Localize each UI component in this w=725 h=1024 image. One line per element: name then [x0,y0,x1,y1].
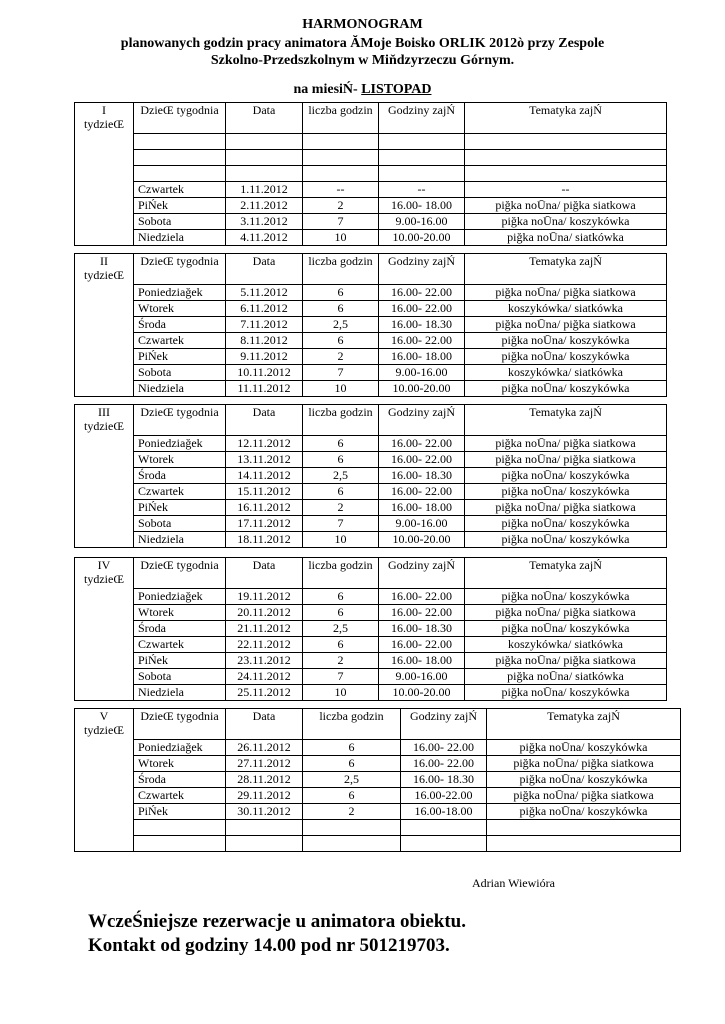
cell-date: 30.11.2012 [226,804,303,820]
document-subtitle-line-2: Szkolno-Przedszkolnym w Miňdzyrzeczu Górnym. [210,53,515,68]
table-row [75,637,667,653]
cell-hours: 16.00- 22.00 [379,589,465,605]
cell-hours: 9.00-16.00 [379,214,465,230]
cell-hours-count: 6 [303,740,401,756]
table-row [75,484,667,500]
cell-hours-count: 2,5 [303,468,379,484]
document-subtitle-line-1: planowanych godzin pracy animatora ĂMoje Boisko ORLIK 2012ò przy Zespole [120,36,605,51]
cell-day: Środa [134,468,226,484]
cell-day: Sobota [134,516,226,532]
cell-hours: 16.00- 22.00 [379,301,465,317]
cell-hours-count [303,134,379,150]
column-header-hours: Godziny zajŃ [379,405,465,436]
cell-topic: piğka noŪna/ koszykówka [465,532,667,548]
cell-date: 20.11.2012 [226,605,303,621]
cell-date: 12.11.2012 [226,436,303,452]
column-header-hours-count: liczba godzin [303,103,379,134]
table-row [75,317,667,333]
week-table [74,253,667,397]
cell-day: Poniedziağek [134,436,226,452]
week-header-row [75,103,667,134]
cell-day: Sobota [134,669,226,685]
cell-hours-count: 6 [303,285,379,301]
cell-hours: 10.00-20.00 [379,230,465,246]
cell-day: Wtorek [134,301,226,317]
cell-date: 17.11.2012 [226,516,303,532]
column-header-topic: Tematyka zajŃ [465,558,667,589]
cell-hours [379,166,465,182]
cell-date: 9.11.2012 [226,349,303,365]
cell-hours-count: 2,5 [303,317,379,333]
cell-date: 25.11.2012 [226,685,303,701]
column-header-date: Data [226,709,303,740]
cell-hours: 16.00-18.00 [401,804,487,820]
cell-day: Niedziela [134,230,226,246]
column-header-topic: Tematyka zajŃ [465,405,667,436]
cell-hours-count: 7 [303,214,379,230]
cell-date: 16.11.2012 [226,500,303,516]
cell-day [134,150,226,166]
cell-date: 11.11.2012 [226,381,303,397]
table-row [75,150,667,166]
column-header-day: DzieŒ tygodnia [134,103,226,134]
cell-topic: piğka noŪna/ piğka siatkowa [465,285,667,301]
cell-day: PiŃek [134,500,226,516]
cell-day: Poniedziağek [134,589,226,605]
cell-day: Niedziela [134,532,226,548]
cell-hours: 16.00- 18.30 [379,468,465,484]
table-row [75,365,667,381]
table-row [75,836,681,852]
cell-date: 15.11.2012 [226,484,303,500]
cell-day: Czwartek [134,182,226,198]
cell-hours-count: 10 [303,381,379,397]
cell-day [134,836,226,852]
cell-hours: 10.00-20.00 [379,381,465,397]
cell-date: 10.11.2012 [226,365,303,381]
cell-day: Środa [134,772,226,788]
cell-topic: piğka noŪna/ koszykówka [465,333,667,349]
table-row [75,605,667,621]
table-row [75,756,681,772]
cell-hours: 9.00-16.00 [379,516,465,532]
cell-date: 22.11.2012 [226,637,303,653]
cell-day: Niedziela [134,381,226,397]
column-header-hours-count: liczba godzin [303,709,401,740]
column-header-date: Data [226,254,303,285]
week-label [75,103,134,246]
week-word: tydzieŒ [84,268,124,282]
cell-day: Wtorek [134,605,226,621]
week-number: I [102,103,106,117]
table-row [75,772,681,788]
cell-hours-count: 2,5 [303,772,401,788]
cell-topic: piğka noŪna/ siatkówka [465,230,667,246]
cell-hours-count: 7 [303,516,379,532]
cell-hours: 16.00- 18.00 [379,500,465,516]
cell-hours: 16.00- 18.30 [401,772,487,788]
cell-date: 6.11.2012 [226,301,303,317]
cell-hours-count: 7 [303,669,379,685]
cell-hours: 9.00-16.00 [379,669,465,685]
table-row [75,301,667,317]
table-row [75,349,667,365]
cell-topic: piğka noŪna/ koszykówka [465,381,667,397]
week-number: V [99,709,109,723]
table-row [75,134,667,150]
table-row [75,285,667,301]
table-row [75,804,681,820]
cell-topic: piğka noŪna/ piğka siatkowa [465,500,667,516]
cell-day [134,820,226,836]
cell-day: PiŃek [134,349,226,365]
week-word: tydzieŒ [84,723,124,737]
cell-day: Czwartek [134,333,226,349]
cell-day: Wtorek [134,756,226,772]
cell-day [134,134,226,150]
column-header-hours: Godziny zajŃ [401,709,487,740]
cell-hours: 10.00-20.00 [379,532,465,548]
week-header-row [75,709,681,740]
cell-topic: piğka noŪna/ koszykówka [465,516,667,532]
cell-hours-count: 6 [303,756,401,772]
cell-day: Czwartek [134,637,226,653]
cell-topic: piğka noŪna/ koszykówka [465,589,667,605]
cell-date: 13.11.2012 [226,452,303,468]
cell-hours-count: 7 [303,365,379,381]
column-header-day: DzieŒ tygodnia [134,254,226,285]
cell-topic: piğka noŪna/ koszykówka [487,740,681,756]
column-header-day: DzieŒ tygodnia [134,405,226,436]
cell-hours: 16.00- 22.00 [379,484,465,500]
cell-hours-count: 6 [303,484,379,500]
table-row [75,182,667,198]
cell-hours: 16.00- 22.00 [401,756,487,772]
signature: Adrian Wiewióra [472,876,555,890]
cell-topic: piğka noŪna/ piğka siatkowa [465,452,667,468]
table-row [75,230,667,246]
cell-hours: 16.00- 22.00 [379,285,465,301]
table-row [75,436,667,452]
cell-hours-count: 6 [303,333,379,349]
cell-hours: 16.00- 18.00 [379,198,465,214]
cell-hours-count [303,150,379,166]
week-word: tydzieŒ [84,117,124,131]
cell-topic: koszykówka/ siatkówka [465,637,667,653]
cell-date: 4.11.2012 [226,230,303,246]
cell-day: Niedziela [134,685,226,701]
week-table [74,404,667,548]
cell-hours-count: 2 [303,804,401,820]
week-word: tydzieŒ [84,419,124,433]
week-number: III [98,405,110,419]
cell-hours-count: 10 [303,685,379,701]
cell-topic [465,166,667,182]
cell-hours-count: 10 [303,532,379,548]
cell-date [226,150,303,166]
column-header-day: DzieŒ tygodnia [134,558,226,589]
table-row [75,468,667,484]
week-label [75,254,134,397]
cell-topic [487,836,681,852]
cell-topic: piğka noŪna/ koszykówka [465,214,667,230]
cell-hours-count [303,166,379,182]
cell-hours: 16.00- 22.00 [379,637,465,653]
cell-date: 1.11.2012 [226,182,303,198]
cell-hours [401,836,487,852]
footer-note-line-1: WczeŚniejsze rezerwacje u animatora obiektu. [88,911,466,932]
cell-hours-count: 6 [303,637,379,653]
cell-hours: 16.00- 22.00 [379,436,465,452]
cell-day: PiŃek [134,804,226,820]
table-row [75,452,667,468]
table-row [75,740,681,756]
cell-date: 19.11.2012 [226,589,303,605]
month-line [0,82,725,98]
column-header-hours: Godziny zajŃ [379,254,465,285]
cell-topic: piğka noŪna/ koszykówka [465,349,667,365]
week-label [75,405,134,548]
cell-topic [487,820,681,836]
cell-date: 14.11.2012 [226,468,303,484]
column-header-hours: Godziny zajŃ [379,103,465,134]
cell-hours: 16.00- 18.00 [379,653,465,669]
cell-date: 29.11.2012 [226,788,303,804]
cell-day: Poniedziağek [134,740,226,756]
cell-hours-count: 6 [303,301,379,317]
cell-hours: 16.00- 18.30 [379,317,465,333]
table-row [75,669,667,685]
cell-date: 5.11.2012 [226,285,303,301]
cell-topic: piğka noŪna/ koszykówka [465,484,667,500]
cell-topic: piğka noŪna/ piğka siatkowa [465,605,667,621]
cell-hours-count: 2 [303,198,379,214]
column-header-date: Data [226,558,303,589]
table-row [75,198,667,214]
column-header-hours-count: liczba godzin [303,405,379,436]
cell-topic: piğka noŪna/ piğka siatkowa [465,436,667,452]
cell-day: Wtorek [134,452,226,468]
cell-date [226,836,303,852]
cell-topic: piğka noŪna/ koszykówka [487,772,681,788]
table-row [75,621,667,637]
cell-day: Sobota [134,365,226,381]
cell-hours: 16.00- 18.30 [379,621,465,637]
month-prefix: na miesiŃ- [293,82,362,97]
cell-hours-count: 6 [303,605,379,621]
cell-hours-count: 6 [303,788,401,804]
cell-hours: -- [379,182,465,198]
cell-hours-count [303,836,401,852]
column-header-date: Data [226,103,303,134]
cell-day: PiŃek [134,653,226,669]
column-header-day: DzieŒ tygodnia [134,709,226,740]
cell-date: 23.11.2012 [226,653,303,669]
cell-topic [465,150,667,166]
cell-topic: piğka noŪna/ piğka siatkowa [465,317,667,333]
table-row [75,214,667,230]
cell-day [134,166,226,182]
cell-date [226,166,303,182]
cell-date: 21.11.2012 [226,621,303,637]
table-row [75,516,667,532]
cell-topic: piğka noŪna/ siatkówka [465,669,667,685]
cell-date: 3.11.2012 [226,214,303,230]
cell-date [226,820,303,836]
cell-topic: koszykówka/ siatkówka [465,365,667,381]
document-title: HARMONOGRAM [302,17,423,32]
cell-date: 26.11.2012 [226,740,303,756]
cell-topic: piğka noŪna/ koszykówka [465,621,667,637]
cell-topic: piğka noŪna/ koszykówka [487,804,681,820]
cell-hours-count: 10 [303,230,379,246]
table-row [75,788,681,804]
cell-date: 8.11.2012 [226,333,303,349]
cell-hours-count: 2 [303,349,379,365]
cell-hours-count [303,820,401,836]
cell-hours-count: 2 [303,500,379,516]
cell-day: Środa [134,317,226,333]
table-row [75,333,667,349]
cell-topic: -- [465,182,667,198]
cell-topic: piğka noŪna/ piğka siatkowa [465,653,667,669]
cell-day: Czwartek [134,788,226,804]
cell-hours: 16.00- 18.00 [379,349,465,365]
cell-day: Środa [134,621,226,637]
footer-note-line-2: Kontakt od godziny 14.00 pod nr 501219703. [88,935,450,956]
cell-topic: koszykówka/ siatkówka [465,301,667,317]
column-header-hours-count: liczba godzin [303,254,379,285]
column-header-hours: Godziny zajŃ [379,558,465,589]
cell-hours-count: -- [303,182,379,198]
table-row [75,500,667,516]
table-row [75,381,667,397]
week-number: IV [97,558,111,572]
cell-day: Czwartek [134,484,226,500]
cell-hours: 16.00- 22.00 [379,452,465,468]
week-table [74,708,681,852]
cell-hours [401,820,487,836]
week-number: II [100,254,108,268]
week-header-row [75,558,667,589]
table-row [75,820,681,836]
cell-hours: 16.00-22.00 [401,788,487,804]
cell-day: Sobota [134,214,226,230]
cell-topic: piğka noŪna/ koszykówka [465,468,667,484]
cell-day: Poniedziağek [134,285,226,301]
month-name: LISTOPAD [361,82,432,97]
cell-hours [379,150,465,166]
table-row [75,653,667,669]
week-header-row [75,254,667,285]
cell-date: 2.11.2012 [226,198,303,214]
cell-topic: piğka noŪna/ koszykówka [465,685,667,701]
column-header-topic: Tematyka zajŃ [487,709,681,740]
cell-day: PiŃek [134,198,226,214]
cell-hours: 16.00- 22.00 [379,333,465,349]
cell-date: 24.11.2012 [226,669,303,685]
week-word: tydzieŒ [84,572,124,586]
column-header-hours-count: liczba godzin [303,558,379,589]
cell-hours-count: 2 [303,653,379,669]
cell-topic [465,134,667,150]
table-row [75,685,667,701]
cell-hours: 10.00-20.00 [379,685,465,701]
table-row [75,589,667,605]
cell-hours-count: 6 [303,452,379,468]
cell-hours-count: 6 [303,436,379,452]
week-table [74,102,667,246]
cell-topic: piğka noŪna/ piğka siatkowa [465,198,667,214]
cell-hours-count: 2,5 [303,621,379,637]
week-header-row [75,405,667,436]
cell-date: 18.11.2012 [226,532,303,548]
week-label [75,558,134,701]
column-header-topic: Tematyka zajŃ [465,103,667,134]
cell-hours: 16.00- 22.00 [401,740,487,756]
table-row [75,532,667,548]
cell-hours: 9.00-16.00 [379,365,465,381]
cell-hours: 16.00- 22.00 [379,605,465,621]
cell-date: 27.11.2012 [226,756,303,772]
table-row [75,166,667,182]
cell-date: 7.11.2012 [226,317,303,333]
cell-topic: piğka noŪna/ piğka siatkowa [487,788,681,804]
cell-hours [379,134,465,150]
cell-date [226,134,303,150]
column-header-date: Data [226,405,303,436]
week-label [75,709,134,852]
cell-topic: piğka noŪna/ piğka siatkowa [487,756,681,772]
cell-date: 28.11.2012 [226,772,303,788]
cell-hours-count: 6 [303,589,379,605]
column-header-topic: Tematyka zajŃ [465,254,667,285]
week-table [74,557,667,701]
